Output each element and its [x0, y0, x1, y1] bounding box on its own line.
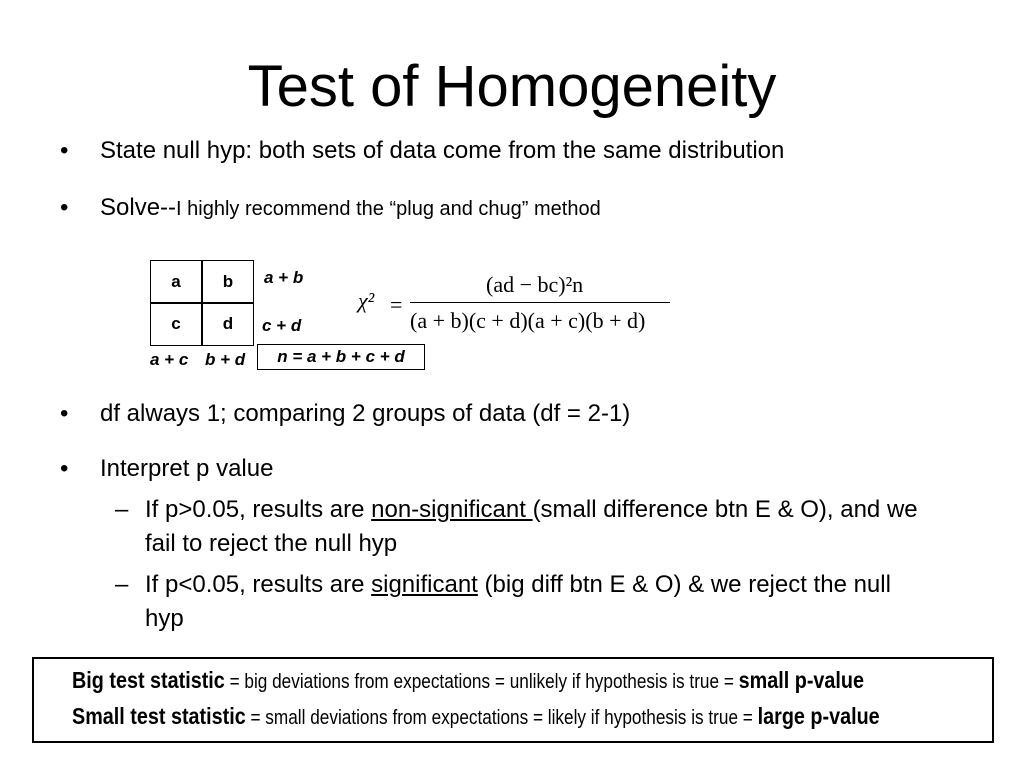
bullet-text: State null hyp: both sets of data come from the same distribution [100, 137, 785, 164]
dash-glyph: – [115, 571, 129, 598]
summary-line-big [72, 667, 864, 694]
sub-bullet-text [145, 568, 925, 636]
grand-total: n = a + b + c + d [257, 344, 425, 370]
bullet-text: df always 1; comparing 2 groups of data (df = 2-1) [100, 400, 631, 427]
formula-denominator: (a + b)(c + d)(a + c)(b + d) [410, 308, 646, 333]
bullet-glyph: • [60, 194, 69, 221]
bullet-text [100, 191, 601, 226]
bullet-glyph: • [60, 400, 69, 427]
row1-total: a + b [264, 268, 304, 287]
summary-bold-end: small p-value [738, 667, 865, 693]
cell-c: c [150, 302, 202, 346]
solve-note: I highly recommend the “plug and chug” method [176, 198, 601, 220]
summary-line-small [72, 703, 880, 730]
sub-text-post: (small difference btn E & O), and we fail to reject the null hyp [145, 496, 918, 557]
summary-middle: = big deviations from expectations = unlikely if hypothesis is true = [224, 671, 739, 693]
summary-bold-start: Small test statistic [72, 703, 246, 729]
sub-text-post: (big diff btn E & O) & we reject the null hyp [145, 571, 891, 632]
bullet-glyph: • [60, 137, 69, 164]
bullet-glyph: • [60, 455, 69, 482]
col1-total: a + c [150, 350, 189, 369]
solve-label: Solve-- [100, 194, 177, 221]
underlined-term: significant [371, 571, 478, 598]
bullet-text: Interpret p value [100, 455, 274, 482]
equals-sign: = [390, 292, 403, 317]
cell-d: d [202, 302, 254, 346]
underlined-term: non-significant [371, 496, 533, 523]
cell-b: b [202, 260, 254, 304]
dash-glyph: – [115, 496, 129, 523]
summary-middle: = small deviations from expectations = likely if hypothesis is true = [245, 707, 758, 729]
row2-total: c + d [262, 316, 302, 335]
summary-bold-end: large p-value [757, 703, 880, 729]
summary-box [32, 657, 994, 743]
cell-a: a [150, 260, 202, 304]
sub-text-pre: If p<0.05, results are [145, 571, 372, 598]
chi-symbol: χ² [358, 288, 375, 313]
sub-text-pre: If p>0.05, results are [145, 496, 372, 523]
fraction-bar [410, 302, 670, 303]
slide-title: Test of Homogeneity [247, 54, 777, 119]
col2-total: b + d [205, 350, 246, 369]
formula-numerator: (ad − bc)²n [486, 272, 584, 297]
summary-bold-start: Big test statistic [72, 667, 225, 693]
sub-bullet-text [145, 493, 925, 561]
